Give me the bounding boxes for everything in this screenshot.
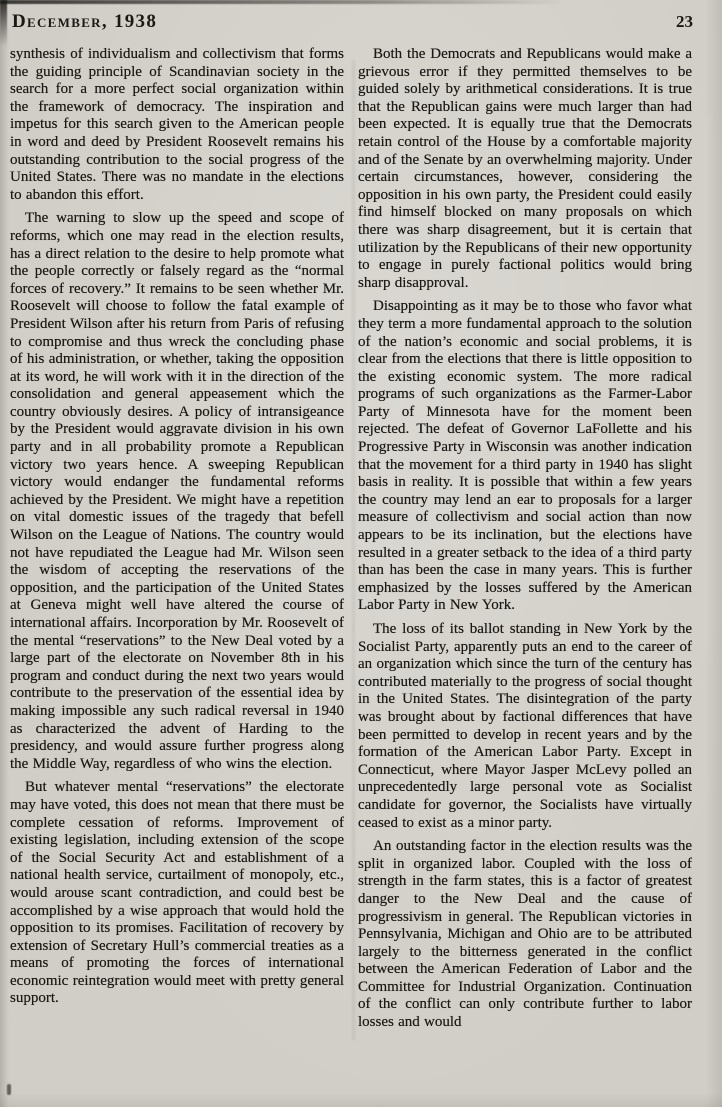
paragraph: Disappointing as it may be to those who favor what they term a more fundamental approach to the solution of the nation’s economic and social problems, it is clear from the elections that there is little opposition to the existing economic system. The more radical programs of such organizations as the Farmer-Labor Party of Minnesota have for the moment been rejected. The defeat of Governor LaFollette and his Progressive Party in Wisconsin was another indication that the movement for a third party in 1940 has slight basis in reality. It is possible that within a few years the country may lend an ear to proposals for a larger measure of collectivism and social action than now appears to be its inclination, but the elections have resulted in a greater setback to the idea of a third party than has been the case in many years. This is further emphasized by the losses suffered by the American Labor Party in New York. [358, 298, 692, 614]
paragraph: The loss of its ballot standing in New York by the Socialist Party, apparently puts an end to the career of an organization which since the turn of the century has contributed materially to the progress of social thought in the United States. The disintegration of the party was brought about by factional differences that have been permitted to develop in recent years and by the formation of the American Labor Party. Except in Connecticut, where Mayor Jasper McLevy polled an unprecedentedly large personal vote as Socialist candidate for governor, the Socialists have virtually ceased to exist as a minor party. [358, 621, 692, 831]
scan-top-edge-artifact [0, 0, 565, 4]
article-body [0, 33, 722, 1038]
right-column [358, 46, 692, 1038]
paragraph: The warning to slow up the speed and scope of reforms, which one may read in the election results, has a direct relation to the desire to help promote what the people correctly or falsely regard as the “normal forces of recovery.” It remains to be seen whether Mr. Roosevelt will choose to follow the fatal example of President Wilson after his return from Paris of refusing to compromise and thus wreck the concluding phase of his administration, or whether, taking the opposition at its word, he will work with it in the direction of the consolidation and general appeasement which the country obviously desires. A policy of intransigeance by the President would aggravate division in his own party and in all probability promote a Republican victory two years hence. A sweeping Republican victory would endanger the fundamental reforms achieved by the President. We might have a repetition on vital domestic issues of the tragedy that befell Wilson on the League of Nations. The country would not have repudiated the League had Mr. Wilson seen the wisdom of accepting the reservations of the opposition, and the participation of the United States at Geneva might well have altered the course of international affairs. Incorporation by Mr. Roosevelt of the mental “reservations” to the New Deal voted by a large part of the electorate on November 8th in his program and conduct during the next two years would contribute to the preservation of the essential idea by making impossible any such radical reversal in 1940 as characterized the advent of Harding to the presidency, and would assure further progress along the Middle Way, regardless of who wins the election. [10, 210, 344, 772]
left-column [10, 46, 344, 1038]
scan-corner-artifact [0, 0, 7, 50]
issue-date: December, 1938 [12, 11, 158, 32]
paragraph: synthesis of individualism and collectivism that forms the guiding principle of Scandinavian society in the search for a more perfect social organization within the framework of democracy. The inspiration and impetus for this search given to the American people in word and deed by President Roosevelt remains his outstanding contribution to the social progress of the United States. There was no mandate in the elections to abandon this effort. [10, 46, 344, 203]
paragraph: But whatever mental “reservations” the electorate may have voted, this does not mean that there must be complete cessation of reforms. Improvement of existing legislation, including extension of the scope of the Social Security Act and establishment of a national health service, curtailment of monopoly, etc., would arouse scant contradiction, and could best be accomplished by a wise approach that would hold the opposition to its promises. Facilitation of recovery by extension of Secretary Hull’s commercial treaties as a means of promoting the forces of international economic reintegration would meet with pretty general support. [10, 779, 344, 1007]
scan-ink-speck [7, 1084, 11, 1095]
paragraph: Both the Democrats and Republicans would make a grievous error if they permitted themselves to be guided solely by arithmetical considerations. It is true that the Republican gains were much larger than had been expected. It is equally true that the Democrats retain control of the House by a comfortable majority and of the Senate by an overwhelming majority. Under certain circumstances, however, considering the opposition in his own party, the President could easily find himself blocked on many proposals on which there was sharp disagreement, but it is certain that utilization by the Republicans of their new opportunity to engage in purely factional politics would bring sharp disapproval. [358, 46, 692, 291]
page-number: 23 [676, 12, 693, 31]
paragraph: An outstanding factor in the election results was the split in organized labor. Coupled with the loss of strength in the farm states, this is a factor of greatest danger to the New Deal and the cause of progressivism in general. The Republican victories in Pennsylvania, Michigan and Ohio are to be attributed largely to the bitterness generated in the conflict between the American Federation of Labor and the Committee for Industrial Organization. Continuation of the conflict can only contribute further to labor losses and would [358, 838, 692, 1031]
page-header [0, 0, 722, 33]
column-gutter-shadow [352, 60, 355, 1040]
